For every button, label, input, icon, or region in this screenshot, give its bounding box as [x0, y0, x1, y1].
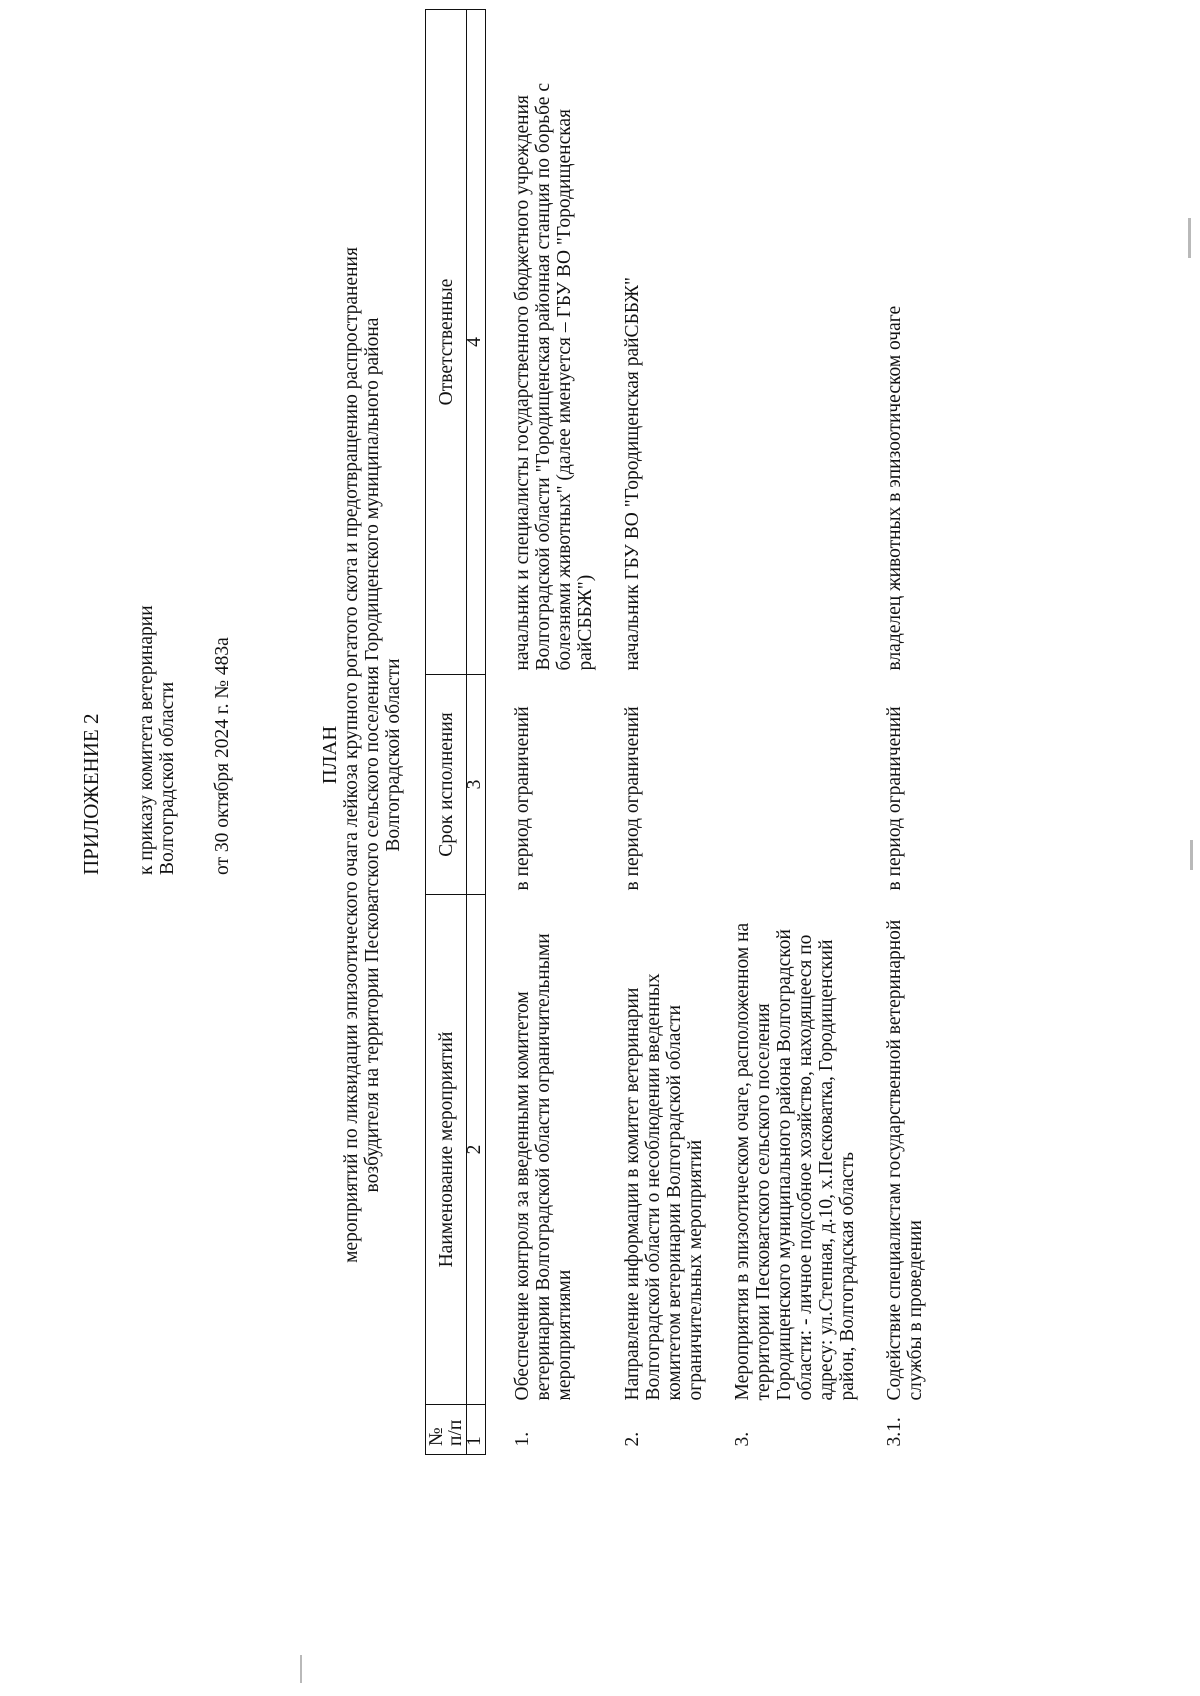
column-number-1: 1	[467, 1405, 486, 1455]
rotated-document-page	[75, 0, 955, 1535]
column-number-4: 4	[467, 10, 486, 675]
plan-subtitle-line-1: мероприятий по ликвидации эпизоотического очага лейкоза крупного рогатого скота и предотвращению распространения	[341, 247, 362, 1263]
plan-subtitle-line-2: возбудителя на территории Песковатского сельского поселения Городищенского муниципального района	[362, 317, 383, 1193]
table-row	[858, 10, 926, 1455]
row-responsible	[706, 10, 858, 675]
table-column-number-row	[467, 10, 486, 1455]
scan-edge-mark	[1190, 840, 1193, 870]
table-row	[596, 10, 706, 1455]
row-responsible: начальник ГБУ ВО "Городищенская райСББЖ"	[622, 277, 643, 671]
header-activity: Наименование мероприятий	[426, 895, 467, 1405]
header-deadline: Срок исполнения	[426, 675, 467, 895]
table-row	[486, 10, 597, 1455]
appendix-order-date: от 30 октября 2024 г. № 483а	[212, 637, 233, 875]
scan-edge-mark	[1188, 218, 1191, 258]
row-activity: Мероприятия в эпизоотическом очаге, расположенном на территории Песковатского сельского поселения Городищенского муниципального района Волгоградской области: - личное подсобное хозяйство, находящееся по адресу: ул.Степная, д.10, х.Песковатка, Городищенский район, Волгоградская область	[732, 922, 858, 1401]
plan-subtitle-line-3: Волгоградской области	[383, 658, 404, 852]
table-row	[706, 10, 858, 1455]
row-deadline: в период ограничений	[622, 706, 643, 891]
header-responsible: Ответственные	[426, 10, 467, 675]
appendix-order-line-2: Волгоградской области	[157, 681, 178, 875]
row-deadline: в период ограничений	[512, 706, 533, 891]
row-responsible: владелец животных в эпизоотическом очаге	[884, 305, 905, 671]
row-number: 3.	[732, 1431, 753, 1447]
plan-table	[425, 9, 926, 1455]
plan-title: ПЛАН	[319, 725, 341, 785]
scan-edge-mark	[300, 1655, 302, 1683]
column-number-3: 3	[467, 675, 486, 895]
row-number: 3.1.	[884, 1417, 905, 1447]
row-activity: Обеспечение контроля за введенными комитетом ветеринарии Волгоградской области ограничительными мероприятиями	[512, 933, 575, 1401]
row-responsible: начальник и специалисты государственного бюджетного учреждения Волгоградской области "Городищенская районная станция по борьбе с болезнями животных" (далее именуется – ГБУ ВО "Городищенская райСББЖ")	[512, 83, 596, 671]
column-number-2: 2	[467, 895, 486, 1405]
row-deadline	[706, 675, 858, 895]
row-number: 1.	[512, 1431, 533, 1447]
row-deadline: в период ограничений	[884, 706, 905, 891]
appendix-title: ПРИЛОЖЕНИЕ 2	[79, 713, 103, 875]
row-activity: Содействие специалистам государственной ветеринарной службы в проведении	[884, 919, 926, 1401]
header-number: № п/п	[426, 1405, 467, 1455]
plan-title-block	[320, 0, 404, 1535]
table-header-row	[426, 10, 467, 1455]
row-number: 2.	[622, 1431, 643, 1447]
appendix-order-line-1: к приказу комитета ветеринарии	[136, 605, 157, 875]
row-activity: Направление информации в комитет ветеринарии Волгоградской области о несоблюдении введенных комитетом ветеринарии Волгоградской области ограничительных мероприятий	[622, 973, 706, 1401]
appendix-header	[81, 115, 233, 875]
